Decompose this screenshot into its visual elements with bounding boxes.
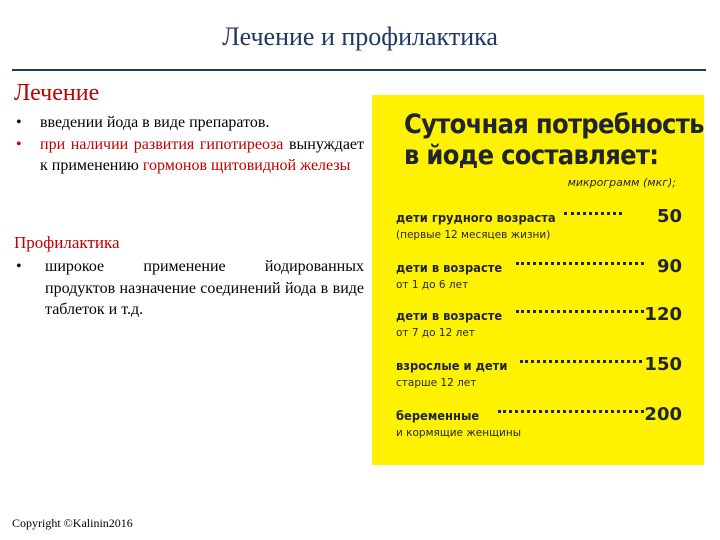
panel-title	[404, 109, 704, 171]
requirement-row	[396, 354, 682, 398]
treatment-item-text-red: при наличии развития гипотиреоза	[40, 135, 284, 153]
prevention-item-text: широкое применение йодированных продуктов назначение соединений йода в виде таблеток и т.д.	[45, 258, 364, 318]
row-sublabel: от 1 до 6 лет	[396, 279, 469, 291]
treatment-item-text: введении йода в виде препаратов.	[40, 114, 270, 131]
row-value: 90	[656, 256, 682, 277]
row-sublabel: и кормящие женщины	[396, 427, 521, 439]
row-label: дети в возрасте	[396, 260, 503, 275]
treatment-item-1	[14, 112, 364, 134]
row-value: 200	[644, 404, 682, 425]
row-label: дети грудного возраста	[396, 210, 556, 225]
requirement-row	[396, 206, 682, 250]
title-divider	[12, 69, 706, 71]
prevention-heading: Профилактика	[14, 233, 120, 252]
row-sublabel: от 7 до 12 лет	[396, 327, 475, 339]
row-sublabel: старше 12 лет	[396, 377, 477, 389]
dotted-leader	[516, 310, 644, 313]
bullet-icon: •	[16, 135, 22, 153]
dotted-leader	[520, 360, 642, 363]
row-label: дети в возрасте	[396, 308, 503, 323]
panel-title-line: в йоде составляет:	[404, 140, 659, 171]
row-sublabel: (первые 12 месяцев жизни)	[396, 229, 551, 241]
dotted-leader	[564, 212, 622, 215]
requirement-row	[396, 304, 682, 348]
prevention-list	[14, 256, 364, 321]
treatment-list	[14, 112, 364, 177]
row-value: 150	[644, 354, 682, 375]
panel-title-line: Суточная потребность	[404, 109, 704, 140]
prevention-item-1	[14, 256, 364, 321]
row-value: 120	[644, 304, 682, 325]
slide-title: Лечение и профилактика	[222, 22, 498, 51]
treatment-item-2	[14, 134, 364, 177]
requirement-row	[396, 404, 682, 448]
panel-unit: микрограмм (мкг);	[567, 176, 676, 189]
bullet-icon: •	[16, 114, 22, 131]
dotted-leader	[516, 262, 644, 265]
requirement-row	[396, 256, 682, 300]
copyright-text: Copyright ©Kalinin2016	[12, 516, 133, 530]
bullet-icon: •	[16, 258, 22, 275]
row-label: взрослые и дети	[396, 358, 508, 373]
treatment-item-text: вынуждает к применению	[40, 135, 365, 174]
treatment-heading: Лечение	[14, 80, 100, 106]
treatment-item-text-red: щитовидной железы	[211, 157, 351, 174]
iodine-requirement-panel	[372, 95, 704, 465]
treatment-item-text-red: гормонов	[142, 157, 208, 174]
row-value: 50	[656, 206, 682, 227]
dotted-leader	[498, 410, 644, 413]
row-label: беременные	[396, 408, 480, 423]
